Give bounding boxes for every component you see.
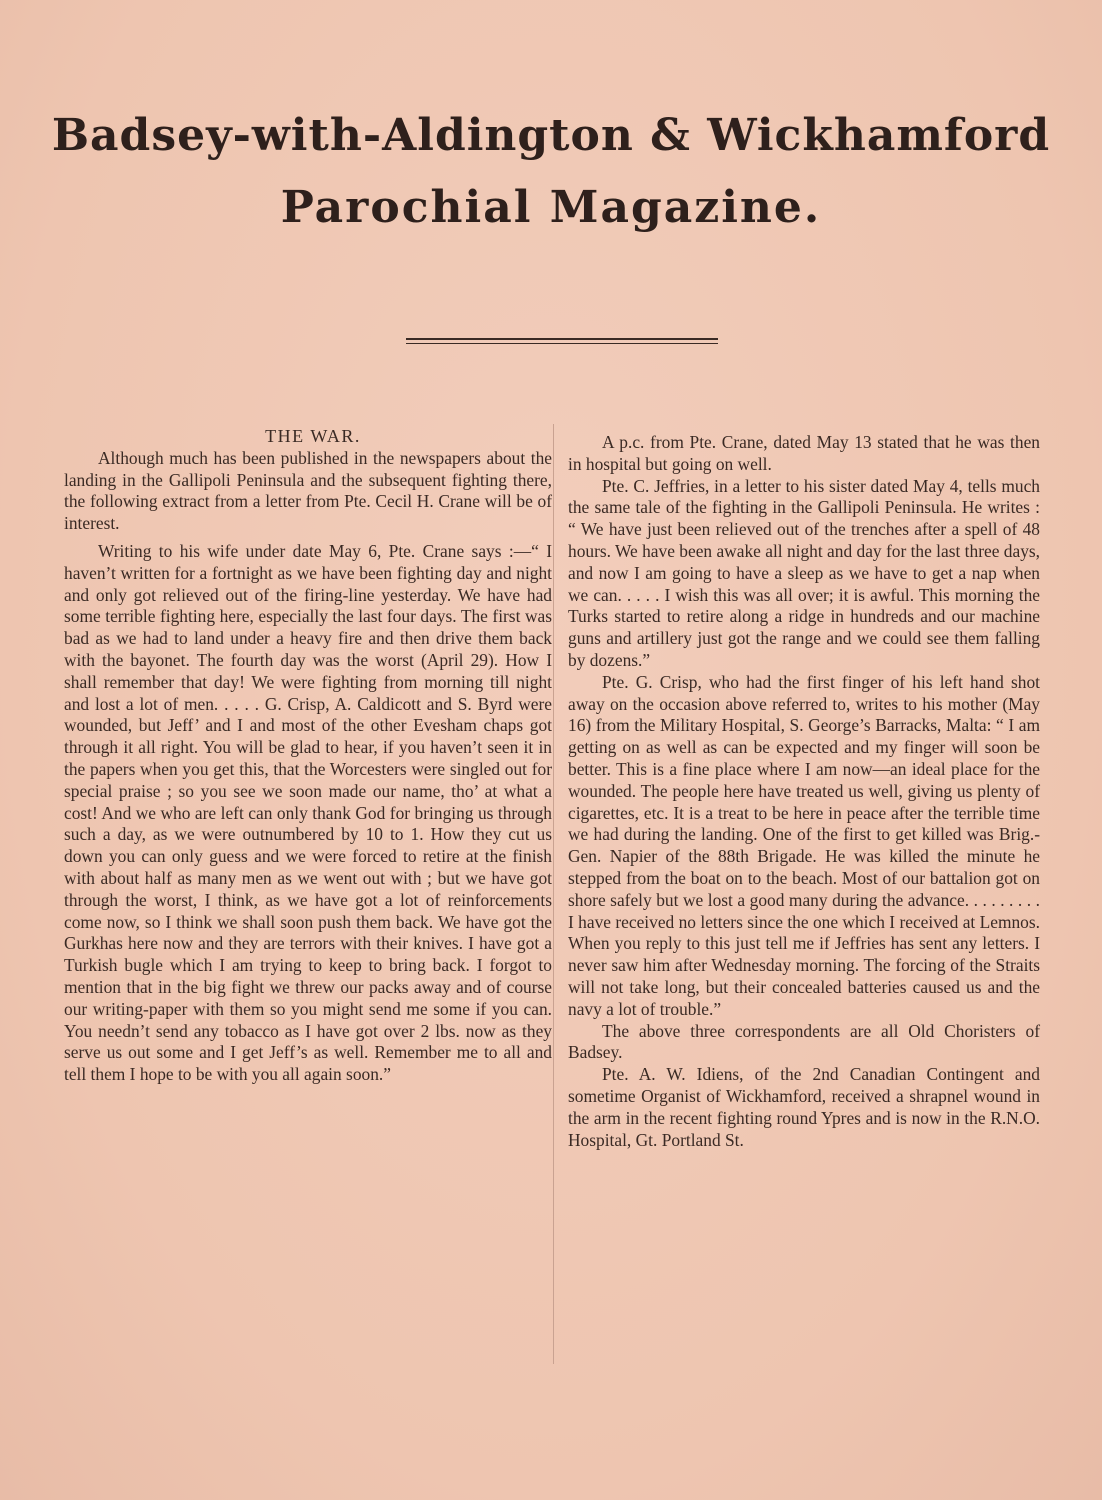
paragraph: Pte. A. W. Idiens, of the 2nd Canadian Contingent and sometime Organist of Wickhamford, received a shrapnel wound in the arm in the recent fighting round Ypres and is now in the R.N.O. Hospital, Gt. Portland St. — [568, 1064, 1040, 1150]
paragraph: Writing to his wife under date May 6, Pte. Crane says :—“ I haven’t written for a fortnight as we have been fighting day and night and only got relieved out of the firing-line yesterday. We have had some terrible fighting here, especially the last four days. The first was bad as we had to land under a heavy fire and then drive them back with the bayonet. The fourth day was the worst (April 29). How I shall remember that day! We were fighting from morning till night and lost a lot of men. . . . . G. Crisp, A. Caldicott and S. Byrd were wounded, but Jeff’ and I and most of the other Evesham chaps got through it all right. You will be glad to hear, if you haven’t seen it in the papers when you get this, that the Worcesters were singled out for special praise ; so you see we soon made our name, tho’ at what a cost! And we who are left can only thank God for bringing us through such a day, as we were outnumbered by 10 to 1. How they cut us down you can only guess and we were forced to retire at the finish with about half as many men as we went out with ; but we have got through the worst, I think, as we have got a lot of reinforcements come now, so I think we shall soon push them back. We have got the Gurkhas here now and they are terrors with their knives. I have got a Turkish bugle which I am trying to keep to bring back. I forgot to mention that in the big fight we threw our packs away and of course our writing-paper with them so you might send me some if you can. You needn’t send any tobacco as I have got over 2 lbs. now as they serve us out some and I get Jeff’s as well. Remember me to all and tell them I hope to be with you all again soon.” — [64, 540, 552, 1085]
masthead — [0, 100, 1102, 244]
title-rule-thin — [406, 343, 718, 344]
masthead-title-line1: Badsey-with-Aldington & Wickhamford — [51, 110, 1051, 161]
left-column — [64, 426, 552, 1086]
right-column — [568, 426, 1040, 1151]
masthead-title-line2: Parochial Magazine. — [280, 182, 822, 233]
paragraph: Although much has been published in the newspapers about the landing in the Gallipoli Peninsula and the subsequent fighting there, the following extract from a letter from Pte. Cecil H. Crane will be of interest. — [64, 447, 552, 534]
column-divider — [553, 424, 554, 1364]
article-title: THE WAR. — [265, 426, 361, 446]
paragraph: Pte. G. Crisp, who had the first finger of his left hand shot away on the occasion above referred to, writes to his mother (May 16) from the Military Hospital, S. George’s Barracks, Malta: “ I am getting on as well as can be expected and my finger will soon be better. This is a fine place where I am now—an ideal place for the wounded. The people here have treated us well, giving us plenty of cigarettes, etc. It is a treat to be here in peace after the terrible time we had during the landing. One of the first to get killed was Brig.-Gen. Napier of the 88th Brigade. He was killed the minute he stepped from the boat on to the beach. Most of our battalion got on shore safely but we lost a good many during the advance. . . . . . . . . I have received no letters since the one which I received at Lemnos. When you reply to this just tell me if Jeffries has sent any letters. I never saw him after Wednesday morning. The forcing of the Straits will not take long, but their concealed batteries caused us and the navy a lot of trouble.” — [568, 671, 1040, 1019]
paragraph: Pte. C. Jeffries, in a letter to his sister dated May 4, tells much the same tale of the fighting in the Gallipoli Peninsula. He writes : “ We have just been relieved out of the trenches after a spell of 48 hours. We have been awake all night and day for the last three days, and now I am going to have a sleep as we have to get a nap when we can. . . . . I wish this was all over; it is awful. This morning the Turks started to retire along a ridge in hundreds and our machine guns and artillery just got the range and we could see them falling by dozens.” — [568, 475, 1041, 670]
paragraph: A p.c. from Pte. Crane, dated May 13 stated that he was then in hospital but going on well. — [568, 432, 1040, 474]
title-rule — [406, 338, 718, 340]
paragraph: The above three correspondents are all Old Choristers of Badsey. — [568, 1020, 1040, 1063]
